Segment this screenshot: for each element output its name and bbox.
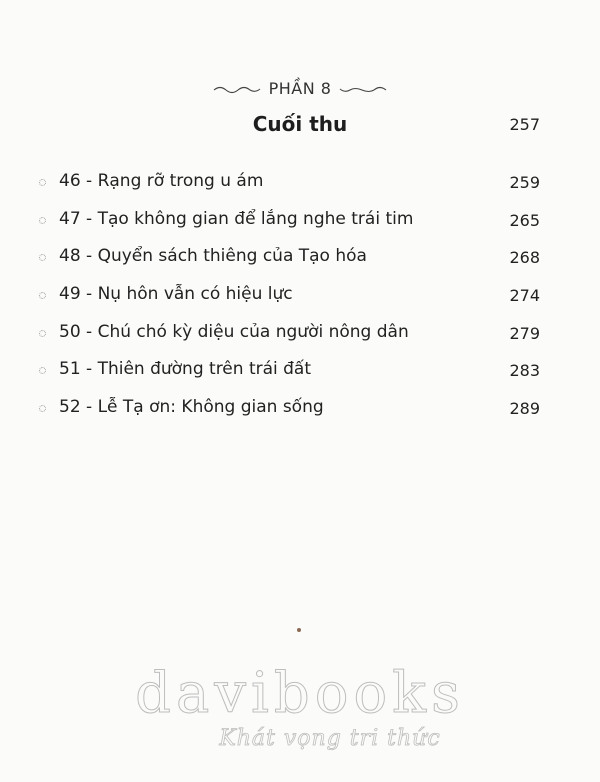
bullet-icon — [39, 179, 46, 186]
toc-entry-title: 50 - Chú chó kỳ diệu của người nông dân — [59, 321, 409, 342]
part-page-number: 257 — [509, 115, 540, 134]
part-label: PHẦN 8 — [268, 79, 332, 98]
watermark-logo: davibooks — [135, 661, 465, 726]
toc-entry-page: 279 — [509, 323, 540, 343]
watermark-slogan: Khát vọng tri thức — [219, 726, 441, 751]
toc-entry — [0, 169, 600, 207]
toc-entry — [0, 282, 600, 320]
toc-entry-page: 259 — [509, 173, 540, 192]
bullet-icon — [39, 292, 46, 299]
bullet-icon — [39, 254, 46, 261]
toc-entry-title: 48 - Quyển sách thiêng của Tạo hóa — [59, 246, 367, 267]
toc-list — [0, 169, 600, 433]
bullet-icon — [39, 367, 46, 374]
watermark — [0, 661, 600, 751]
toc-entry — [0, 357, 600, 395]
toc-entry — [0, 320, 600, 358]
right-swirl-ornament-icon — [339, 84, 387, 94]
toc-entry-title: 51 - Thiên đường trên trái đất — [59, 359, 312, 380]
toc-entry-title: 52 - Lễ Tạ ơn: Không gian sống — [59, 397, 324, 418]
paper-speck — [297, 628, 301, 632]
toc-entry-page: 283 — [509, 361, 540, 381]
toc-entry-page: 274 — [509, 286, 540, 306]
toc-entry — [0, 207, 600, 245]
toc-entry-title: 46 - Rạng rỡ trong u ám — [59, 171, 264, 191]
bullet-icon — [39, 405, 46, 412]
toc-entry-title: 47 - Tạo không gian để lắng nghe trái tim — [59, 208, 414, 229]
part-title: Cuối thu — [252, 112, 348, 136]
part-title-row — [0, 112, 600, 138]
toc-entry-page: 268 — [509, 248, 540, 268]
left-swirl-ornament-icon — [213, 84, 261, 94]
bullet-icon — [39, 330, 46, 337]
toc-entry — [0, 395, 600, 433]
toc-entry — [0, 244, 600, 282]
toc-entry-page: 289 — [509, 399, 540, 419]
part-header — [0, 79, 600, 98]
bullet-icon — [39, 217, 46, 224]
toc-entry-title: 49 - Nụ hôn vẫn có hiệu lực — [59, 284, 293, 305]
toc-entry-page: 265 — [509, 210, 540, 230]
